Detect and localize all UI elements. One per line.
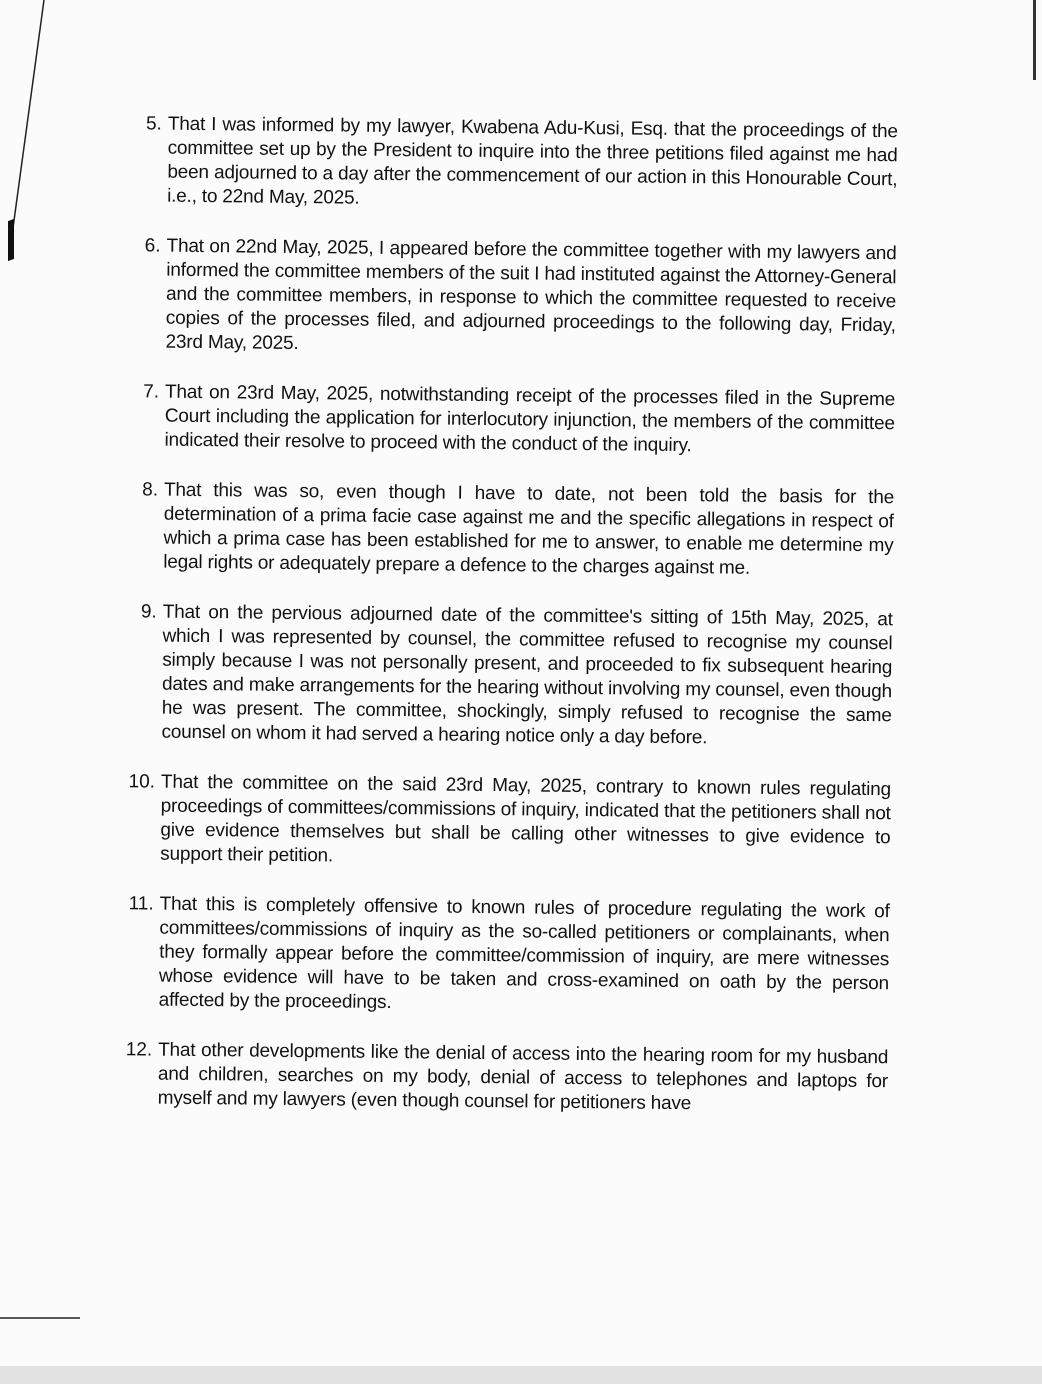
paragraph-number: 7.: [143, 381, 160, 403]
paragraph-12: [98, 1038, 889, 1118]
scan-edge-right: [1033, 0, 1036, 80]
paragraph-number: 12.: [125, 1039, 153, 1061]
paragraph-6: [105, 234, 896, 362]
paragraph-number: 8.: [142, 479, 159, 501]
paragraph-7: [104, 380, 895, 460]
paragraph-number: 6.: [144, 235, 161, 257]
paragraph-5: [107, 112, 898, 216]
paragraph-number: 9.: [140, 601, 157, 623]
scan-mark: [8, 219, 14, 261]
paragraph-text: That on 22nd May, 2025, I appeared before the committee together with my lawyers and informed the committee members of the suit I had instituted against the Attorney-General and the committee members, in response to which the committee requested to receive copies of the processes filed, and adjourned proceedings to the following day, Friday, 23rd May, 2025.: [165, 235, 897, 355]
paragraph-9: [101, 600, 892, 752]
page-bottom-margin: [0, 1366, 1042, 1384]
paragraph-text: That this was so, even though I have to date, not been told the basis for the determination of a prima facie case against me and the specific allegations in respect of which a prima case has been established for me to answer, to enable me determine my legal rights or adequately prepare a defence to the charges against me.: [163, 479, 895, 579]
paragraph-10: [100, 770, 891, 874]
paragraph-text: That I was informed by my lawyer, Kwabena Adu-Kusi, Esq. that the proceedings of the committee set up by the President to inquire into the three petitions filed against me had been adjourned to a day after the commencement of our action in this Honourable Court, i.e., to 22nd May, 2025.: [167, 113, 898, 209]
paragraph-text: That the committee on the said 23rd May, 2025, contrary to known rules regulating proceedings of committees/commissions of inquiry, indicated that the petitioners shall not give evidence themselves but shall be calling other witnesses to give evidence to support their petition.: [160, 771, 892, 867]
paragraph-8: [103, 478, 894, 582]
paragraph-text: That on 23rd May, 2025, notwithstanding receipt of the processes filed in the Supreme Court including the application for interlocutory injunction, the members of the committee indicated their resolve to proceed with the conduct of the inquiry.: [164, 381, 896, 457]
paragraph-text: That on the pervious adjourned date of the committee's sitting of 15th May, 2025, at which I was represented by counsel, the committee refused to recognise my counsel simply because I was not personally present, and proceeded to fix subsequent hearing dates and make arrangements for the hearing without involving my counsel, even though he was present. The committee, shockingly, simply refused to recognise the same counsel on whom it had served a hearing notice only a day before.: [161, 601, 893, 749]
paragraph-number: 11.: [128, 893, 154, 915]
affidavit-body: [97, 112, 898, 1144]
paragraph-text: That other developments like the denial of access into the hearing room for my husband and children, searches on my body, denial of access to telephones and laptops for myself and my lawyers (even though counsel for petitioners have: [157, 1039, 889, 1115]
paragraph-number: 5.: [145, 113, 162, 135]
paragraph-number: 10.: [128, 771, 156, 793]
paragraph-text: That this is completely offensive to known rules of procedure regulating the work of committees/commissions of inquiry as the so-called petitioners or complainants, when they formally appear before the committee/commission of inquiry, are mere witnesses whose evidence will have to be taken and cross-examined on oath by the person affected by the proceedings.: [158, 893, 890, 1014]
paragraph-11: [99, 892, 890, 1020]
page-edge-line-bottom: [0, 1310, 120, 1330]
